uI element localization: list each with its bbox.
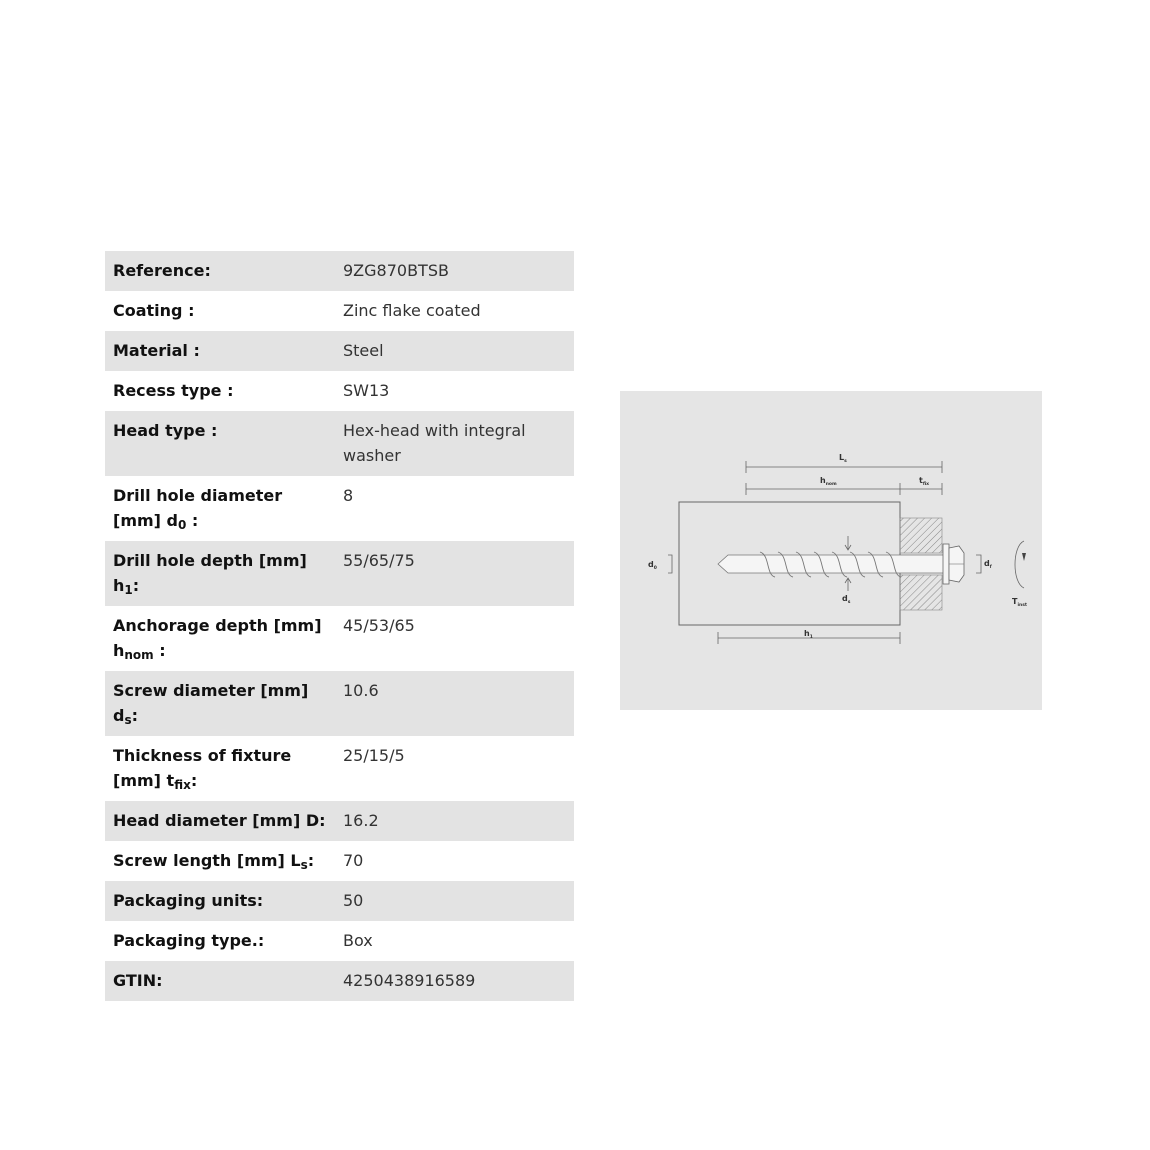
label-hnom: $h_{nom}$ (820, 476, 837, 487)
spec-row-reference (105, 251, 574, 291)
integral-washer (943, 544, 949, 584)
screw-anchor-diagram (620, 391, 1042, 710)
spec-row-drill-hole-depth (105, 541, 574, 606)
spec-label: Screw diameter [mm] $d_s$: (105, 671, 335, 736)
spec-row-recess-type (105, 371, 574, 411)
spec-value: 25/15/5 (343, 746, 405, 765)
spec-value: 9ZG870BTSB (335, 251, 574, 291)
spec-label: Recess type : (113, 381, 234, 400)
spec-label: Head diameter [mm] D: (105, 801, 335, 841)
spec-label: Screw length [mm] $L_s$: (113, 851, 315, 872)
label-Ls: $L_s$ (839, 453, 847, 464)
spec-label: Thickness of fixture [mm] $t_{fix}$: (113, 746, 292, 792)
label-d0: $d_0$ (648, 560, 657, 571)
spec-row-anchorage-depth (105, 606, 574, 671)
label-tfix: $t_{fix}$ (919, 476, 930, 487)
spec-value: Box (343, 931, 373, 950)
spec-value: 8 (343, 486, 354, 505)
spec-label: Head type : (105, 411, 335, 476)
spec-value: 10.6 (335, 671, 574, 736)
spec-label: Drill hole diameter [mm] $d_0$ : (113, 486, 283, 532)
spec-row-gtin (105, 961, 574, 1001)
spec-label: Coating : (113, 301, 195, 320)
spec-row-coating (105, 291, 574, 331)
spec-row-packaging-units (105, 881, 574, 921)
spec-label: Anchorage depth [mm] $h_{nom}$ : (113, 616, 322, 662)
dim-d0 (668, 555, 672, 573)
label-ds: $d_s$ (842, 594, 851, 605)
torque-arrow (1015, 541, 1024, 588)
fixture-hatch-bottom (900, 575, 942, 610)
spec-row-thickness-of-fixture (105, 736, 574, 801)
spec-table (105, 251, 574, 1001)
spec-value: 45/53/65 (343, 616, 415, 635)
technical-drawing (620, 391, 1042, 710)
dim-df (976, 555, 981, 573)
spec-label: Drill hole depth [mm] $h_1$: (105, 541, 335, 606)
spec-row-screw-diameter (105, 671, 574, 736)
spec-value: 4250438916589 (335, 961, 574, 1001)
label-Tinst: $T_{inst}$ (1012, 597, 1028, 608)
spec-row-packaging-type (105, 921, 574, 961)
spec-row-head-diameter (105, 801, 574, 841)
spec-row-screw-length (105, 841, 574, 881)
spec-value: 70 (343, 851, 364, 870)
spec-label: Packaging units: (105, 881, 335, 921)
spec-label: GTIN: (105, 961, 335, 1001)
spec-row-drill-hole-diameter (105, 476, 574, 541)
spec-value: 55/65/75 (335, 541, 574, 606)
torque-arrowhead (1022, 553, 1026, 561)
spec-row-material (105, 331, 574, 371)
spec-value: Hex-head with integral washer (335, 411, 574, 476)
spec-value: 50 (335, 881, 574, 921)
spec-label: Material : (105, 331, 335, 371)
spec-label: Packaging type.: (113, 931, 265, 950)
screw-shank (718, 555, 945, 573)
spec-row-head-type (105, 411, 574, 476)
label-df: $d_f$ (984, 559, 992, 570)
spec-value: 16.2 (335, 801, 574, 841)
spec-value: SW13 (343, 381, 390, 400)
fixture-hatch-top (900, 518, 942, 553)
spec-value: Steel (335, 331, 574, 371)
label-h1: $h_1$ (804, 629, 813, 640)
spec-label: Reference: (105, 251, 335, 291)
spec-value: Zinc flake coated (343, 301, 481, 320)
